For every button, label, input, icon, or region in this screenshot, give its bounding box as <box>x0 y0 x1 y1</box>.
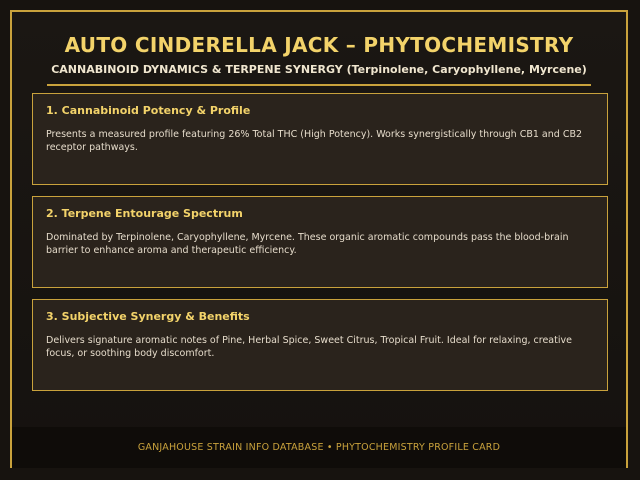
profile-card-frame <box>10 10 628 468</box>
section-body: Delivers signature aromatic notes of Pine, Herbal Spice, Sweet Citrus, Tropical Fruit. Ideal for relaxing, creative focus, or soothing body discomfort. <box>46 335 572 359</box>
footer-banner: GANJAHOUSE STRAIN INFO DATABASE • PHYTOCHEMISTRY PROFILE CARD <box>12 427 626 468</box>
page-title: AUTO CINDERELLA JACK – PHYTOCHEMISTRY <box>64 33 574 57</box>
header <box>12 32 626 86</box>
section-card-synergy <box>32 299 608 391</box>
section-card-cannabinoid <box>32 93 608 185</box>
section-heading: 3. Subjective Synergy & Benefits <box>46 310 250 323</box>
section-card-terpene <box>32 196 608 288</box>
section-heading: 2. Terpene Entourage Spectrum <box>46 207 243 220</box>
section-body: Dominated by Terpinolene, Caryophyllene, Myrcene. These organic aromatic compounds pass the blood-brain barrier to enhance aroma and therapeutic efficiency. <box>46 232 569 256</box>
page-subtitle: CANNABINOID DYNAMICS & TERPENE SYNERGY (Terpinolene, Caryophyllene, Myrcene) <box>47 62 591 86</box>
section-heading: 1. Cannabinoid Potency & Profile <box>46 104 251 117</box>
section-body: Presents a measured profile featuring 26% Total THC (High Potency). Works synergistically through CB1 and CB2 receptor pathways. <box>46 129 583 153</box>
